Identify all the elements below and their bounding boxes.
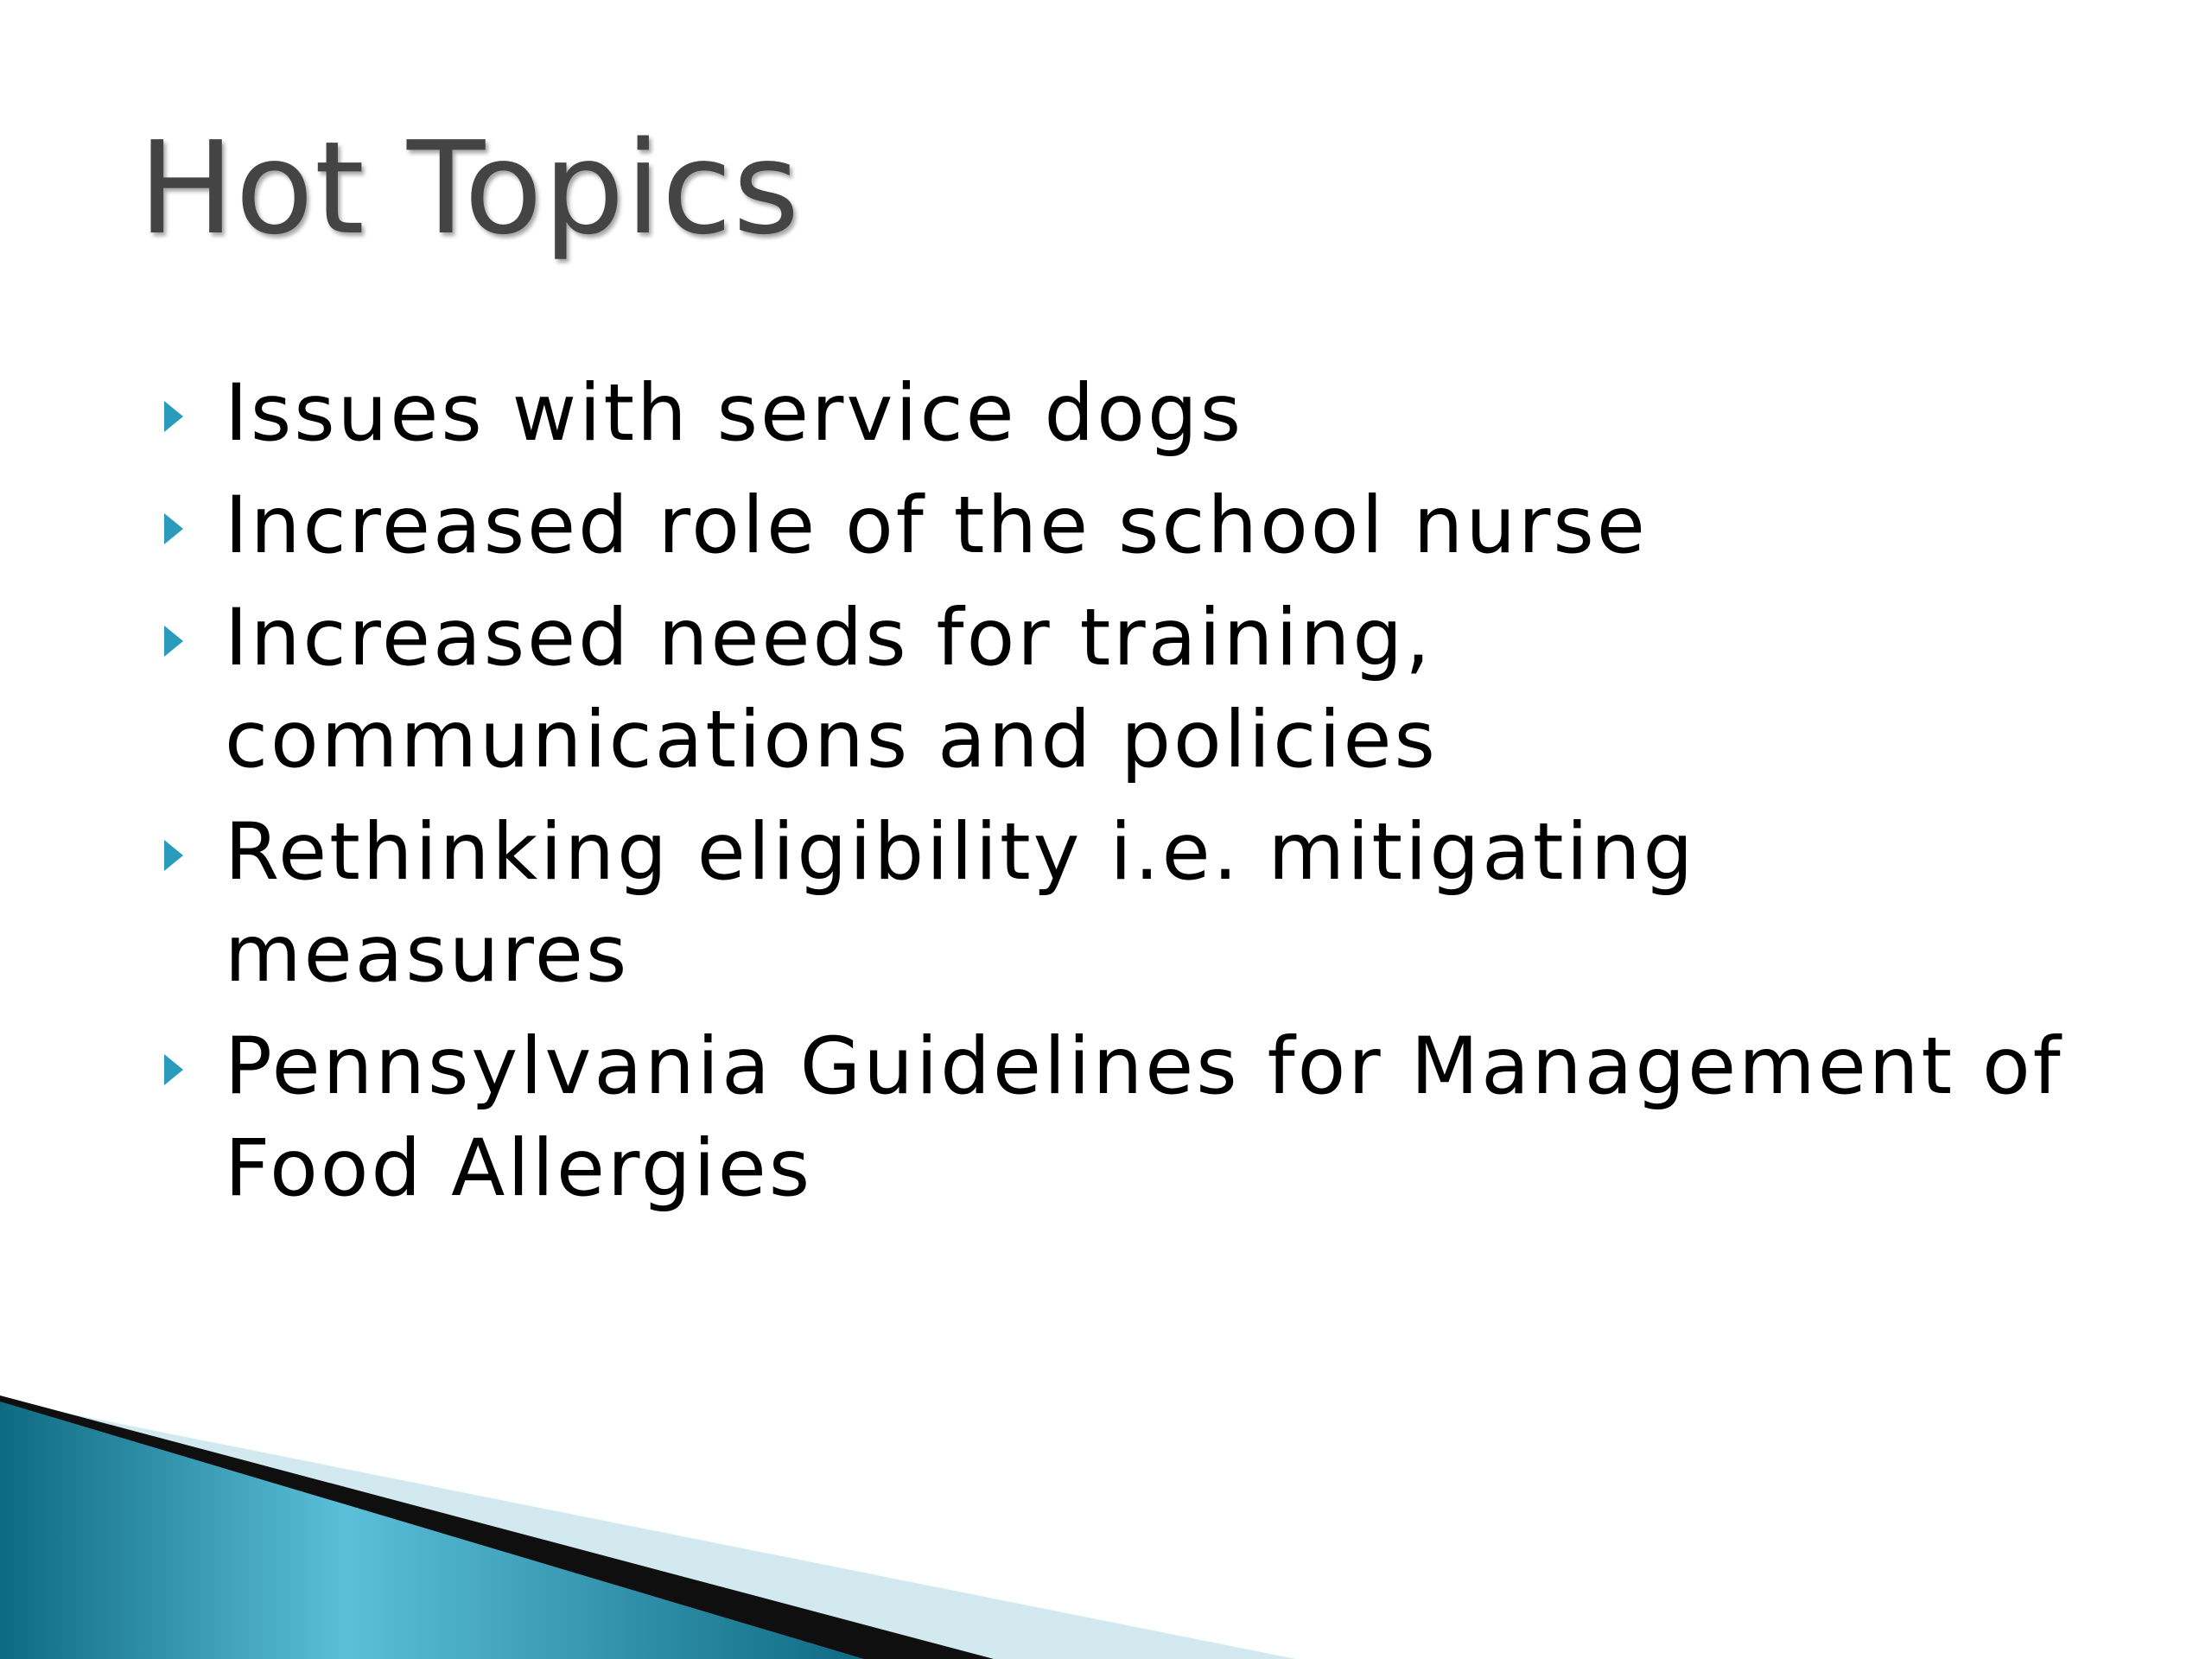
bullet-text: Issues with service dogs <box>225 368 1244 459</box>
bullet-text: Increased role of the school nurse <box>225 480 1648 571</box>
triangle-right-icon <box>164 1054 183 1085</box>
bullet-text: Pennsylvania Guidelines for Management of Food Allergies <box>225 1021 2063 1214</box>
bullet-item <box>164 1016 2126 1220</box>
triangle-right-icon <box>164 626 183 657</box>
bullet-text: Rethinking eligibility i.e. mitigating measures <box>225 807 1696 1000</box>
triangle-right-icon <box>164 840 183 871</box>
bullet-list <box>164 363 2126 1230</box>
bullet-item <box>164 475 2126 577</box>
bullet-item <box>164 363 2126 465</box>
decorative-wave <box>0 1382 2212 1659</box>
triangle-right-icon <box>164 513 183 544</box>
bullet-item <box>164 588 2126 791</box>
triangle-right-icon <box>164 401 183 432</box>
slide-title: Hot Topics <box>138 114 801 263</box>
bullet-text: Increased needs for training, communications and policies <box>225 593 1438 785</box>
bullet-item <box>164 802 2126 1006</box>
